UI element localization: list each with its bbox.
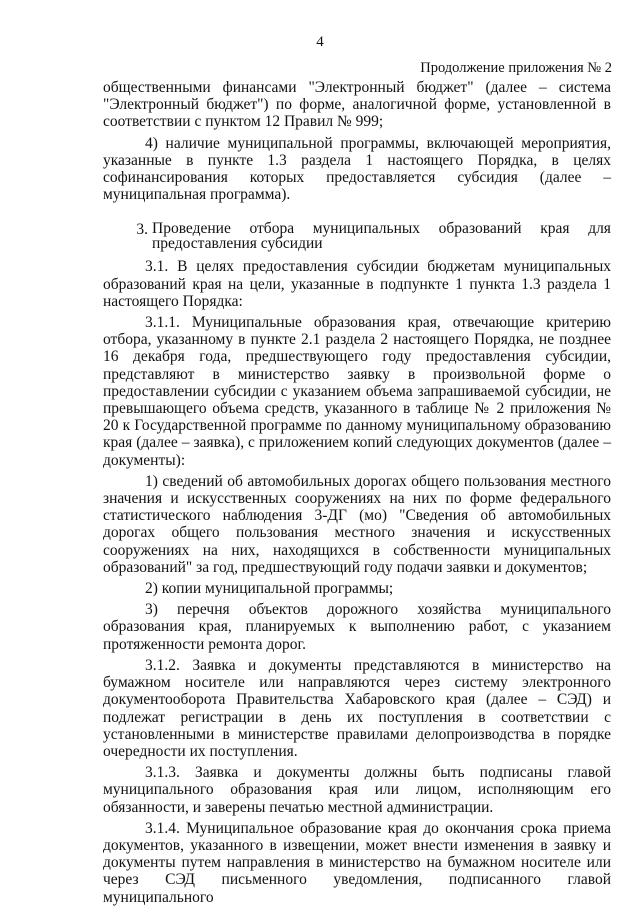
section-3-heading <box>103 221 611 251</box>
paragraph-3-1-1: 3.1.1. Муниципальные образования края, отвечающие критерию отбора, указанному в пункте 2.1 раздела 2 настоящего Порядка, не позднее 16 декабря года, предшествующего году предоставления субсидии, представляют в министерство заявку в произвольной форме о предоставлении субсидии с указанием объема запрашиваемой субсидии, не превышающего объема средств, указанного в таблице № 2 приложения № 20 к Государственной программе по данному муниципальному образованию края (далее – заявка), с приложением копий следующих документов (далее – документы): <box>103 314 611 469</box>
paragraph-item-4: 4) наличие муниципальной программы, включающей мероприятия, указанные в пункте 1.3 раздела 1 настоящего Порядка, в целях софинансирования которых предоставляется субсидия (далее – муниципальная программа). <box>103 134 611 204</box>
paragraph-3-1-2: 3.1.2. Заявка и документы представляются в министерство на бумажном носителе или направляются через систему электронного документооборота Правительства Хабаровского края (далее – СЭД) и подлежат регистрации в день их поступления в соответствии с установленными в министерстве правилами делопроизводства в порядке очередности их поступления. <box>103 656 611 760</box>
page-number: 4 <box>316 34 324 50</box>
document-body <box>103 79 611 910</box>
list-item-1: 1) сведений об автомобильных дорогах общего пользования местного значения и искусственных сооружениях на них по форме федерального статистического наблюдения 3-ДГ (мо) "Сведения об автомобильных дорогах общего пользования местного значения и искусственных сооружениях на них, находящихся в собственности муниципальных образований" за год, предшествующий году подачи заявки и документов; <box>103 472 611 576</box>
section-title-line-2: предоставления субсидии <box>152 235 323 253</box>
section-title-word: края <box>540 220 570 238</box>
paragraph-3-1-3: 3.1.3. Заявка и документы должны быть подписаны главой муниципального образования края или лицом, исполняющим его обязанности, и заверены печатью местной администрации. <box>103 764 611 816</box>
section-title-word: Проведение <box>152 220 231 238</box>
paragraph-3-1: 3.1. В целях предоставления субсидии бюджетам муниципальных образований края на цели, указанные в подпункте 1 пункта 1.3 раздела 1 настоящего Порядка: <box>103 258 611 310</box>
list-item-3: 3) перечня объектов дорожного хозяйства муниципального образования края, планируемых к выполнению работ, с указанием протяженности ремонта дорог. <box>103 601 611 653</box>
paragraph-intro: общественными финансами "Электронный бюджет" (далее – система "Электронный бюджет") по форме, аналогичной форме, установленной в соответствии с пунктом 12 Правил № 999; <box>103 79 611 131</box>
list-item-2: 2) копии муниципальной программы; <box>145 580 394 598</box>
section-title-word: образований <box>438 220 522 238</box>
section-title-line-1 <box>152 221 611 236</box>
paragraph-3-1-4: 3.1.4. Муниципальное образование края до окончания срока приема документов, указанного в извещении, может внести изменения в заявку и документы путем направления в министерство на бумажном носителе или через СЭД письменного уведомления, подписанного главой муниципального <box>103 819 611 906</box>
section-title-word: для <box>588 220 611 238</box>
section-number: 3. <box>136 221 148 239</box>
section-title-word: муниципальных <box>312 220 421 238</box>
section-title-word: отбора <box>249 220 295 238</box>
appendix-continuation-note: Продолжение приложения № 2 <box>420 60 612 76</box>
